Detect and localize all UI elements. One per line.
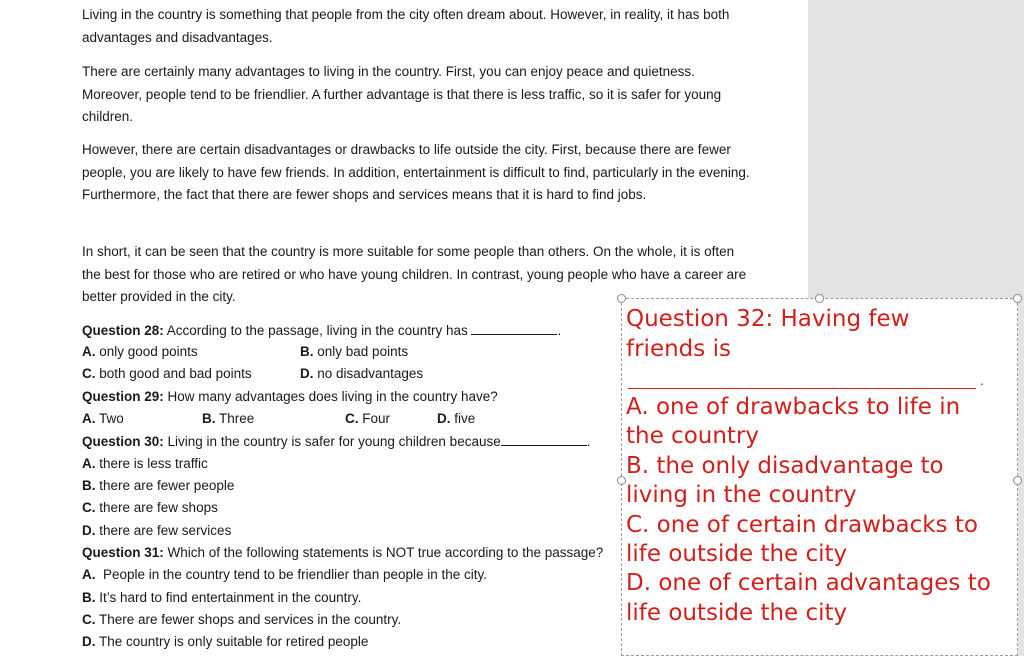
option-text: only bad points [317,344,409,359]
option-letter: D. [437,411,451,426]
question-31-label: Question 31: [82,545,164,560]
q28-option-d[interactable] [300,364,423,384]
option-text: both good and bad points [99,366,252,381]
q32-option-a-line-1[interactable]: A. one of drawbacks to life in [626,394,961,420]
resize-handle-top-left[interactable] [617,294,626,303]
q28-option-c[interactable] [82,364,252,384]
answer-blank [628,388,976,389]
option-letter: B. [300,344,314,359]
option-letter: C. [82,612,96,627]
q31-option-c[interactable] [82,610,401,630]
option-letter: B. [82,478,96,493]
question-28-label: Question 28: [82,323,164,338]
option-letter: A. [82,411,96,426]
question-30-label: Question 30: [82,434,164,449]
q32-option-d-line-1[interactable]: D. one of certain advantages to [626,570,991,596]
q32-option-c-line-2[interactable]: life outside the city [626,541,848,567]
q30-option-d[interactable] [82,521,231,541]
q28-option-b[interactable] [300,342,408,362]
option-letter: C. [345,411,359,426]
option-letter: C. [82,366,96,381]
option-letter: A. [82,456,96,471]
option-text: there are few services [99,523,232,538]
answer-blank [501,431,587,446]
answer-blank [471,320,557,335]
option-text: five [454,411,476,426]
question-29-label: Question 29: [82,389,164,404]
option-letter: D. [82,523,96,538]
q32-option-c-line-1[interactable]: C. one of certain drawbacks to [626,512,978,538]
blank-period: . [980,372,984,388]
resize-handle-middle-left[interactable] [617,476,626,485]
option-text: There are fewer shops and services in the country. [99,612,402,627]
option-text: there are fewer people [99,478,235,493]
passage-paragraph-1: Living in the country is something that people from the city often dream about. However, in reality, it has both advantages and disadvantages. [82,7,730,45]
option-letter: B. [202,411,216,426]
question-32-title: Question 32: Having few [626,306,910,332]
question-30-text: Living in the country is safer for young children because [167,434,501,449]
resize-handle-top-center[interactable] [815,294,824,303]
q29-option-b[interactable] [202,409,254,429]
question-30 [82,431,591,452]
question-28-end: . [557,323,562,338]
question-28 [82,320,561,341]
question-30-end: . [586,434,591,449]
option-text: Three [219,411,255,426]
q30-option-a[interactable] [82,454,208,474]
option-text: there are few shops [99,500,218,515]
q28-option-a[interactable] [82,342,198,362]
option-letter: A. [82,567,96,582]
option-letter: C. [82,500,96,515]
resize-handle-middle-right[interactable] [1013,476,1022,485]
option-letter: D. [300,366,314,381]
option-text: People in the country tend to be friendlier than people in the city. [103,567,488,582]
q30-option-b[interactable] [82,476,234,496]
q32-option-b-line-2[interactable]: living in the country [626,482,857,508]
option-letter: B. [82,590,96,605]
option-text: It’s hard to find entertainment in the country. [99,590,362,605]
question-29 [82,387,498,407]
q31-option-a[interactable] [82,565,487,585]
question-29-text: How many advantages does living in the country have? [167,389,498,404]
q29-option-a[interactable] [82,409,124,429]
option-text: only good points [99,344,198,359]
q32-option-d-line-2[interactable]: life outside the city [626,600,848,626]
option-text: The country is only suitable for retired people [99,634,369,649]
q29-option-d[interactable] [437,409,475,429]
q32-option-b-line-1[interactable]: B. the only disadvantage to [626,453,944,479]
question-28-text: According to the passage, living in the country has [166,323,468,338]
q32-option-a-line-2[interactable]: the country [626,423,760,449]
option-text: Two [99,411,124,426]
option-letter: A. [82,344,96,359]
question-31 [82,543,622,563]
q29-option-c[interactable] [345,409,390,429]
q31-option-b[interactable] [82,588,361,608]
option-text: no disadvantages [317,366,424,381]
passage-paragraph-4: In short, it can be seen that the country is more suitable for some people than others. On the whole, it is often the best for those who are retired or who have young children. In contrast, young people who have a career are better provided in the city. [82,244,747,304]
question-31-text: Which of the following statements is NOT true according to the passage? [167,545,604,560]
passage-paragraph-2: There are certainly many advantages to living in the country. First, you can enjoy peace and quietness. Moreover, people tend to be friendlier. A further advantage is that there is less traffic, so it is safer for young children. [82,64,722,124]
option-text: there is less traffic [99,456,208,471]
resize-handle-top-right[interactable] [1013,294,1022,303]
option-letter: D. [82,634,96,649]
q30-option-c[interactable] [82,498,218,518]
q31-option-d[interactable] [82,632,368,652]
question-32-title-cont: friends is [626,336,731,362]
option-text: Four [362,411,391,426]
passage-paragraph-3: However, there are certain disadvantages or drawbacks to life outside the city. First, because there are fewer people, you are likely to have few friends. In addition, entertainment is difficult to find, particularly in the evening. Furthermore, the fact that there are fewer shops and services means that it is hard to find jobs. [82,142,750,202]
